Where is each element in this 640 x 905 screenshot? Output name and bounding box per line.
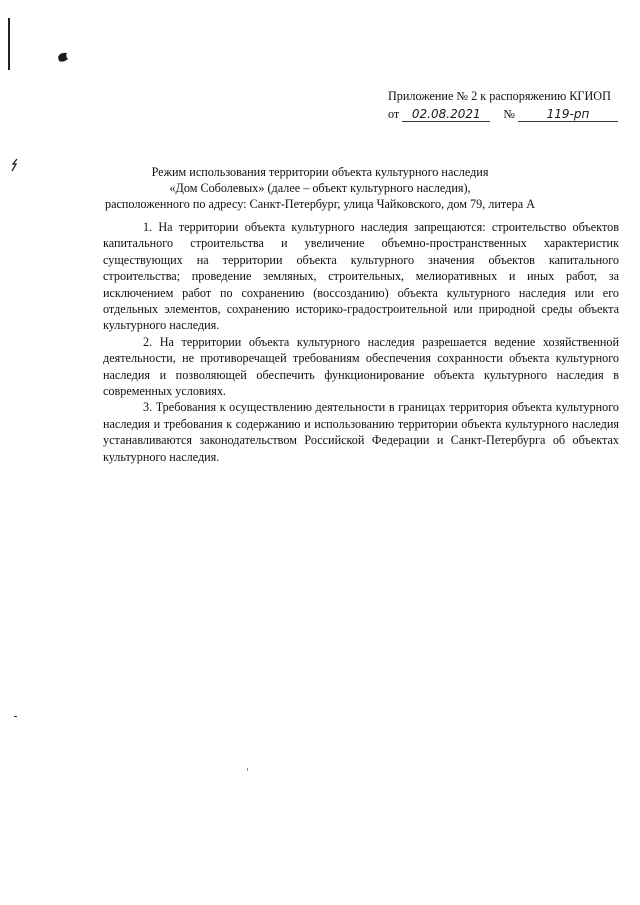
title-line-3: расположенного по адресу: Санкт-Петербург, улица Чайковского, дом 79, литера А bbox=[104, 197, 535, 211]
attachment-header bbox=[388, 87, 618, 123]
scan-blot-icon bbox=[56, 50, 70, 64]
number-sign: № bbox=[503, 107, 515, 121]
scan-edge-mark bbox=[8, 18, 10, 70]
order-reference bbox=[388, 105, 618, 123]
from-label: от bbox=[387, 107, 400, 121]
paragraph-1: 1. На территории объекта культурного наследия запрещаются: строительство объектов капитального строительства и увеличение объемно-пространственных характеристик существующих на территории объекта культурного значения объектов капитального строительства; проведение земляных, строительных, мелиоративных и иных работ, за исключением работ по сохранению (воссозданию) объекта культурного наследия или его отдельных элементов, сохранению историко-градостроительной или природной среды объекта культурного наследия. bbox=[103, 220, 619, 333]
attachment-title: Приложение № 2 к распоряжению КГИОП bbox=[387, 89, 611, 103]
scan-dot bbox=[247, 768, 248, 771]
document-body bbox=[103, 219, 619, 465]
paragraph-3: 3. Требования к осуществлению деятельности в границах территория объекта культурного наследия и требования к содержанию и использованию территории объекта культурного наследия устанавливаются законодательством Российской Федерации и Санкт-Петербурга об объектах культурного наследия. bbox=[103, 400, 619, 464]
document-title bbox=[0, 164, 640, 212]
title-line-1: Режим использования территории объекта культурного наследия bbox=[151, 165, 489, 179]
scan-dot bbox=[14, 716, 17, 717]
paragraph-2: 2. На территории объекта культурного наследия разрешается ведение хозяйственной деятельности, не противоречащей требованиям обеспечения сохранности объекта культурного наследия и позволяющей обеспечить функционирование объекта культурного наследия в современных условиях. bbox=[103, 334, 619, 399]
title-line-2: «Дом Соболевых» (далее – объект культурного наследия), bbox=[169, 181, 471, 195]
handwritten-number: 119-рп bbox=[518, 107, 618, 122]
handwritten-date: 02.08.2021 bbox=[402, 107, 490, 122]
